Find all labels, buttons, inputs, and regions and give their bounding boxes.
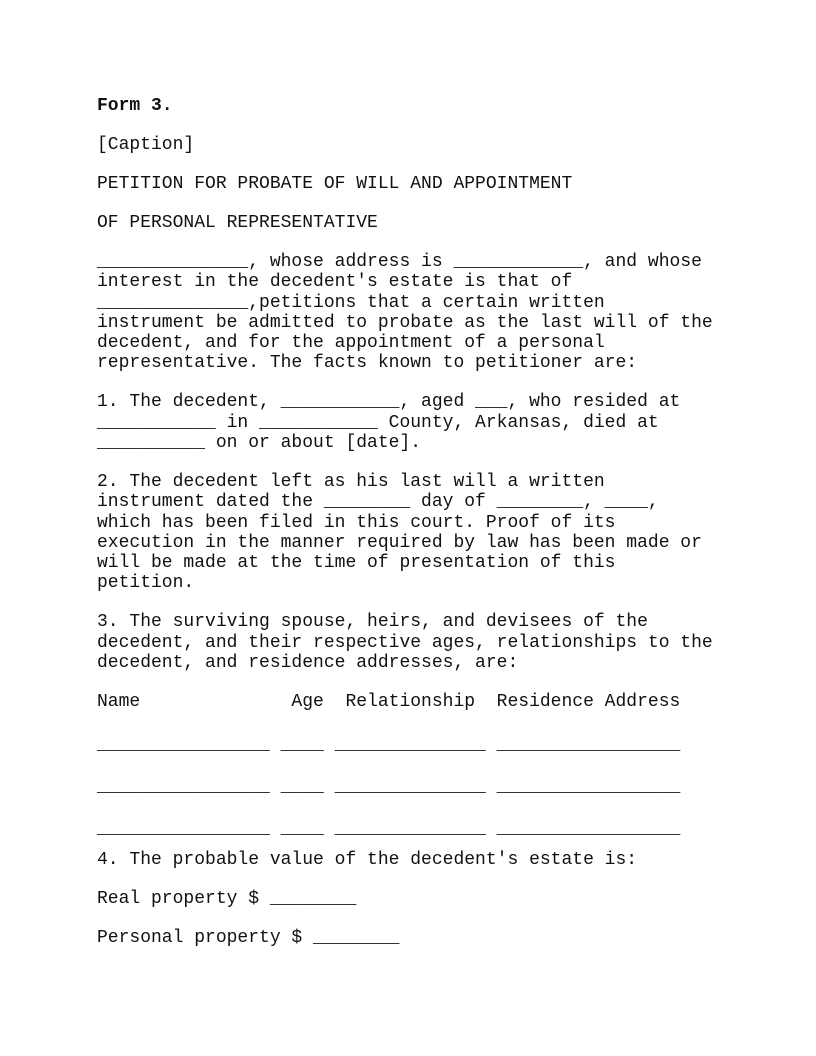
text-line: will be made at the time of presentation of this <box>97 553 616 574</box>
text-line: 2. The decedent left as his last will a written <box>97 471 605 492</box>
personal-property-line <box>97 928 713 948</box>
text-line: decedent, and for the appointment of a personal <box>97 333 605 354</box>
caption <box>97 135 713 155</box>
real-property-line <box>97 889 713 909</box>
text-line: decedent, and their respective ages, relationships to the <box>97 632 713 653</box>
text-line: 1. The decedent, ___________, aged ___, who resided at <box>97 392 681 413</box>
text-line: instrument be admitted to probate as the last will of the <box>97 312 713 333</box>
item-4-paragraph <box>97 850 713 870</box>
item-2-paragraph <box>97 472 713 594</box>
text-line: 4. The probable value of the decedent's estate is: <box>97 849 638 870</box>
text-line: petition. <box>97 573 195 594</box>
text-line: interest in the decedent's estate is that of <box>97 272 573 293</box>
caption-text: [Caption] <box>97 134 195 155</box>
text-line: which has been filed in this court. Proof of its <box>97 512 616 533</box>
text-line: execution in the manner required by law has been made or <box>97 532 702 553</box>
item-1-paragraph <box>97 392 713 453</box>
title-line-1 <box>97 174 713 194</box>
text-line: representative. The facts known to petitioner are: <box>97 353 638 374</box>
table-header: Name Age Relationship Residence Address <box>97 692 681 713</box>
table-row: ________________ ____ ______________ _________________ <box>97 735 681 756</box>
item-3-paragraph <box>97 612 713 673</box>
intro-paragraph <box>97 252 713 374</box>
title-text: PETITION FOR PROBATE OF WILL AND APPOINTMENT <box>97 173 573 194</box>
table-row: ________________ ____ ______________ _________________ <box>97 818 681 839</box>
petition-document <box>97 96 713 948</box>
form-label-text: Form 3. <box>97 96 173 116</box>
text-line: Personal property $ ________ <box>97 927 400 948</box>
title-text: OF PERSONAL REPRESENTATIVE <box>97 212 378 233</box>
text-line: instrument dated the ________ day of ________, ____, <box>97 492 659 513</box>
title-line-2 <box>97 213 713 233</box>
text-line: ______________, whose address is ____________, and whose <box>97 251 702 272</box>
text-line: __________ on or about [date]. <box>97 433 422 453</box>
heirs-table <box>97 692 713 839</box>
text-line: Real property $ ________ <box>97 888 357 909</box>
text-line: ___________ in ___________ County, Arkansas, died at <box>97 412 659 433</box>
text-line: decedent, and residence addresses, are: <box>97 653 519 674</box>
text-line: ______________,petitions that a certain written <box>97 292 605 313</box>
text-line: 3. The surviving spouse, heirs, and devisees of the <box>97 612 648 633</box>
table-row: ________________ ____ ______________ _________________ <box>97 776 681 797</box>
form-label <box>97 96 713 116</box>
